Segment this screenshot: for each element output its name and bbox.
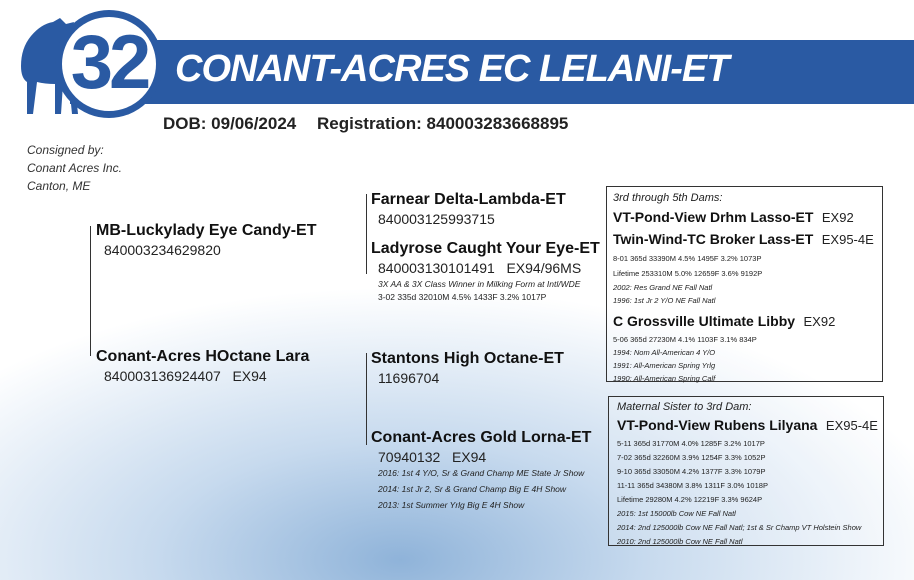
maternal-sister-box [608,396,884,546]
dam4-line [613,231,874,249]
dam-dam-note: 2013: 1st Summer Yrlg Big E 4H Show [378,500,525,510]
dam-sire-name: Stantons High Octane-ET [371,350,564,367]
sister-record: 11-11 365d 34380M 3.8% 1311F 3.0% 1018P [617,481,768,490]
dam-dam-name: Conant-Acres Gold Lorna-ET [371,429,592,446]
sire-sire-block [371,191,566,227]
dam-dam-note: 2014: 1st Jr 2, Sr & Grand Champ Big E 4H Show [378,484,567,494]
dam-name: Conant-Acres HOctane Lara [96,348,310,365]
dam4-score: EX95-4E [821,232,874,247]
dam-dam-note: 2016: 1st 4 Y/O, Sr & Grand Champ ME State Jr Show [378,468,585,478]
sire-block [96,222,317,258]
dam-sire-block [371,350,564,386]
dam5-score: EX92 [803,314,836,329]
dam4-name: Twin-Wind-TC Broker Lass-ET [613,231,814,247]
dob-registration-line [163,114,584,134]
sister-award: 2014: 2nd 125000lb Cow NE Fall Natl; 1st & Sr Champ VT Holstein Show [617,523,862,532]
dam-reg: 840003136924407 EX94 [104,368,267,384]
animal-title: CONANT-ACRES EC LELANI-ET [175,48,729,90]
dam5-award: 1991: All-American Spring Yrlg [613,361,716,370]
consigned-label: Consigned by: [27,143,104,157]
sister-award: 2010: 2nd 125000lb Cow NE Fall Natl [617,537,743,546]
consignor-name: Conant Acres Inc. [27,161,122,175]
sister-lifetime: Lifetime 29280M 4.2% 12219F 3.3% 9624P [617,495,763,504]
box2-heading: Maternal Sister to 3rd Dam: [617,401,752,413]
dam5-line [613,313,874,331]
dam4-record: 8-01 365d 33390M 4.5% 1495F 3.2% 1073P [613,254,762,263]
lot-number: 32 [70,19,148,105]
pedigree-line-dam [366,353,367,445]
pedigree-line-main [90,226,91,356]
box1-heading: 3rd through 5th Dams: [613,192,723,204]
dob: DOB: 09/06/2024 [163,114,297,133]
sister-record: 9-10 365d 33050M 4.2% 1377F 3.3% 1079P [617,467,766,476]
sire-sire-name: Farnear Delta-Lambda-ET [371,191,566,208]
sister-record: 5-11 365d 31770M 4.0% 1285F 3.2% 1017P [617,439,765,448]
dam5-award: 1990: All-American Spring Calf [613,374,716,383]
dam4-award: 1996: 1st Jr 2 Y/O NE Fall Natl [613,296,716,305]
dam5-name: C Grossville Ultimate Libby [613,313,796,329]
sire-dam-note: 3X AA & 3X Class Winner in Milking Form at Intl/WDE [378,279,581,289]
dam4-award: 2002: Res Grand NE Fall Natl [613,283,713,292]
dam-dam-block [371,429,591,512]
ancestor-dams-box [606,186,883,382]
dam5-record: 5-06 365d 27230M 4.1% 1103F 3.1% 834P [613,335,757,344]
sire-reg: 840003234629820 [104,242,221,258]
sire-dam-record: 3-02 335d 32010M 4.5% 1433F 3.2% 1017P [378,292,547,302]
dam4-lifetime: Lifetime 253310M 5.0% 12659F 3.6% 9192P [613,269,763,278]
pedigree-line-sire [366,194,367,274]
registration: Registration: 840003283668895 [316,114,569,133]
dam-sire-reg: 11696704 [378,370,440,386]
sister-award: 2015: 1st 15000lb Cow NE Fall Natl [617,509,736,518]
sister-record: 7-02 365d 32260M 3.9% 1254F 3.3% 1052P [617,453,766,462]
sister-line [617,417,878,435]
consignor-location: Canton, ME [27,179,91,193]
dam5-award: 1994: Nom All-American 4 Y/O [613,348,716,357]
dam3-score: EX92 [821,210,854,225]
dam3-line [613,209,874,227]
sire-name: MB-Luckylady Eye Candy-ET [96,222,317,239]
consignor-info [27,141,122,195]
dam3-name: VT-Pond-View Drhm Lasso-ET [613,209,814,225]
sister-name: VT-Pond-View Rubens Lilyana [617,417,818,433]
lot-number-badge [55,10,163,118]
sister-score: EX95-4E [825,418,878,433]
sire-dam-block [371,240,600,304]
sire-sire-reg: 840003125993715 [378,211,495,227]
dam-block [96,348,309,384]
sire-dam-name: Ladyrose Caught Your Eye-ET [371,240,600,257]
dam-dam-reg: 70940132 EX94 [378,449,487,465]
sire-dam-reg: 840003130101491 EX94/96MS [378,260,582,276]
